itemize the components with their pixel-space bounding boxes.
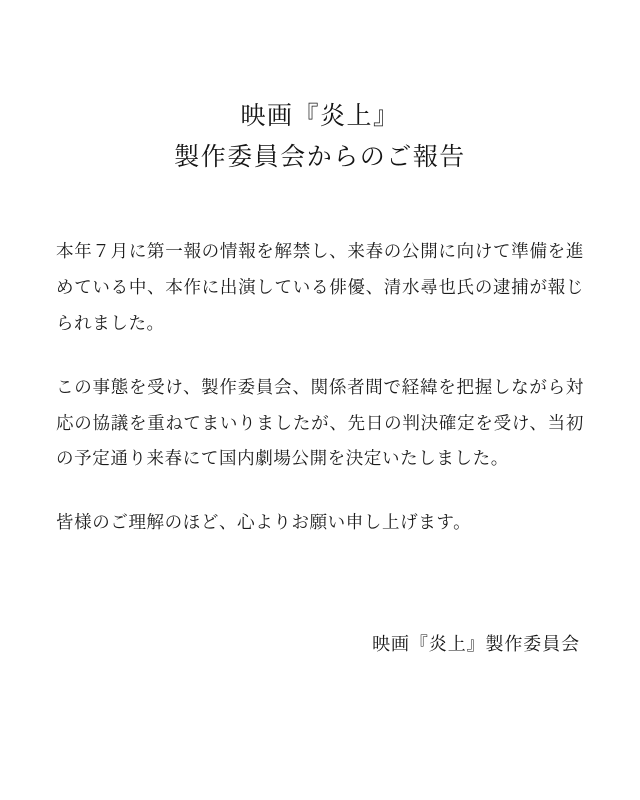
document-title <box>56 96 584 177</box>
document-body <box>56 235 584 542</box>
document-signature: 映画『炎上』製作委員会 <box>372 634 580 655</box>
title-line-1: 映画『炎上』 <box>240 101 400 130</box>
title-line-2: 製作委員会からのご報告 <box>174 141 466 171</box>
paragraph-3: 皆様のご理解のほど、心よりお願い申し上げます。 <box>56 513 472 534</box>
paragraph-2: この事態を受け、製作委員会、関係者間で経緯を把握しながら対応の協議を重ねてまいりましたが、先日の判決確定を受け、当初の予定通り来春にて国内劇場公開を決定いたしました。 <box>56 377 584 470</box>
layout-spacer <box>56 542 584 630</box>
paragraph-1: 本年７月に第一報の情報を解禁し、来春の公開に向けて準備を進めている中、本作に出演している俳優、清水尋也氏の逮捕が報じられました。 <box>56 242 584 334</box>
